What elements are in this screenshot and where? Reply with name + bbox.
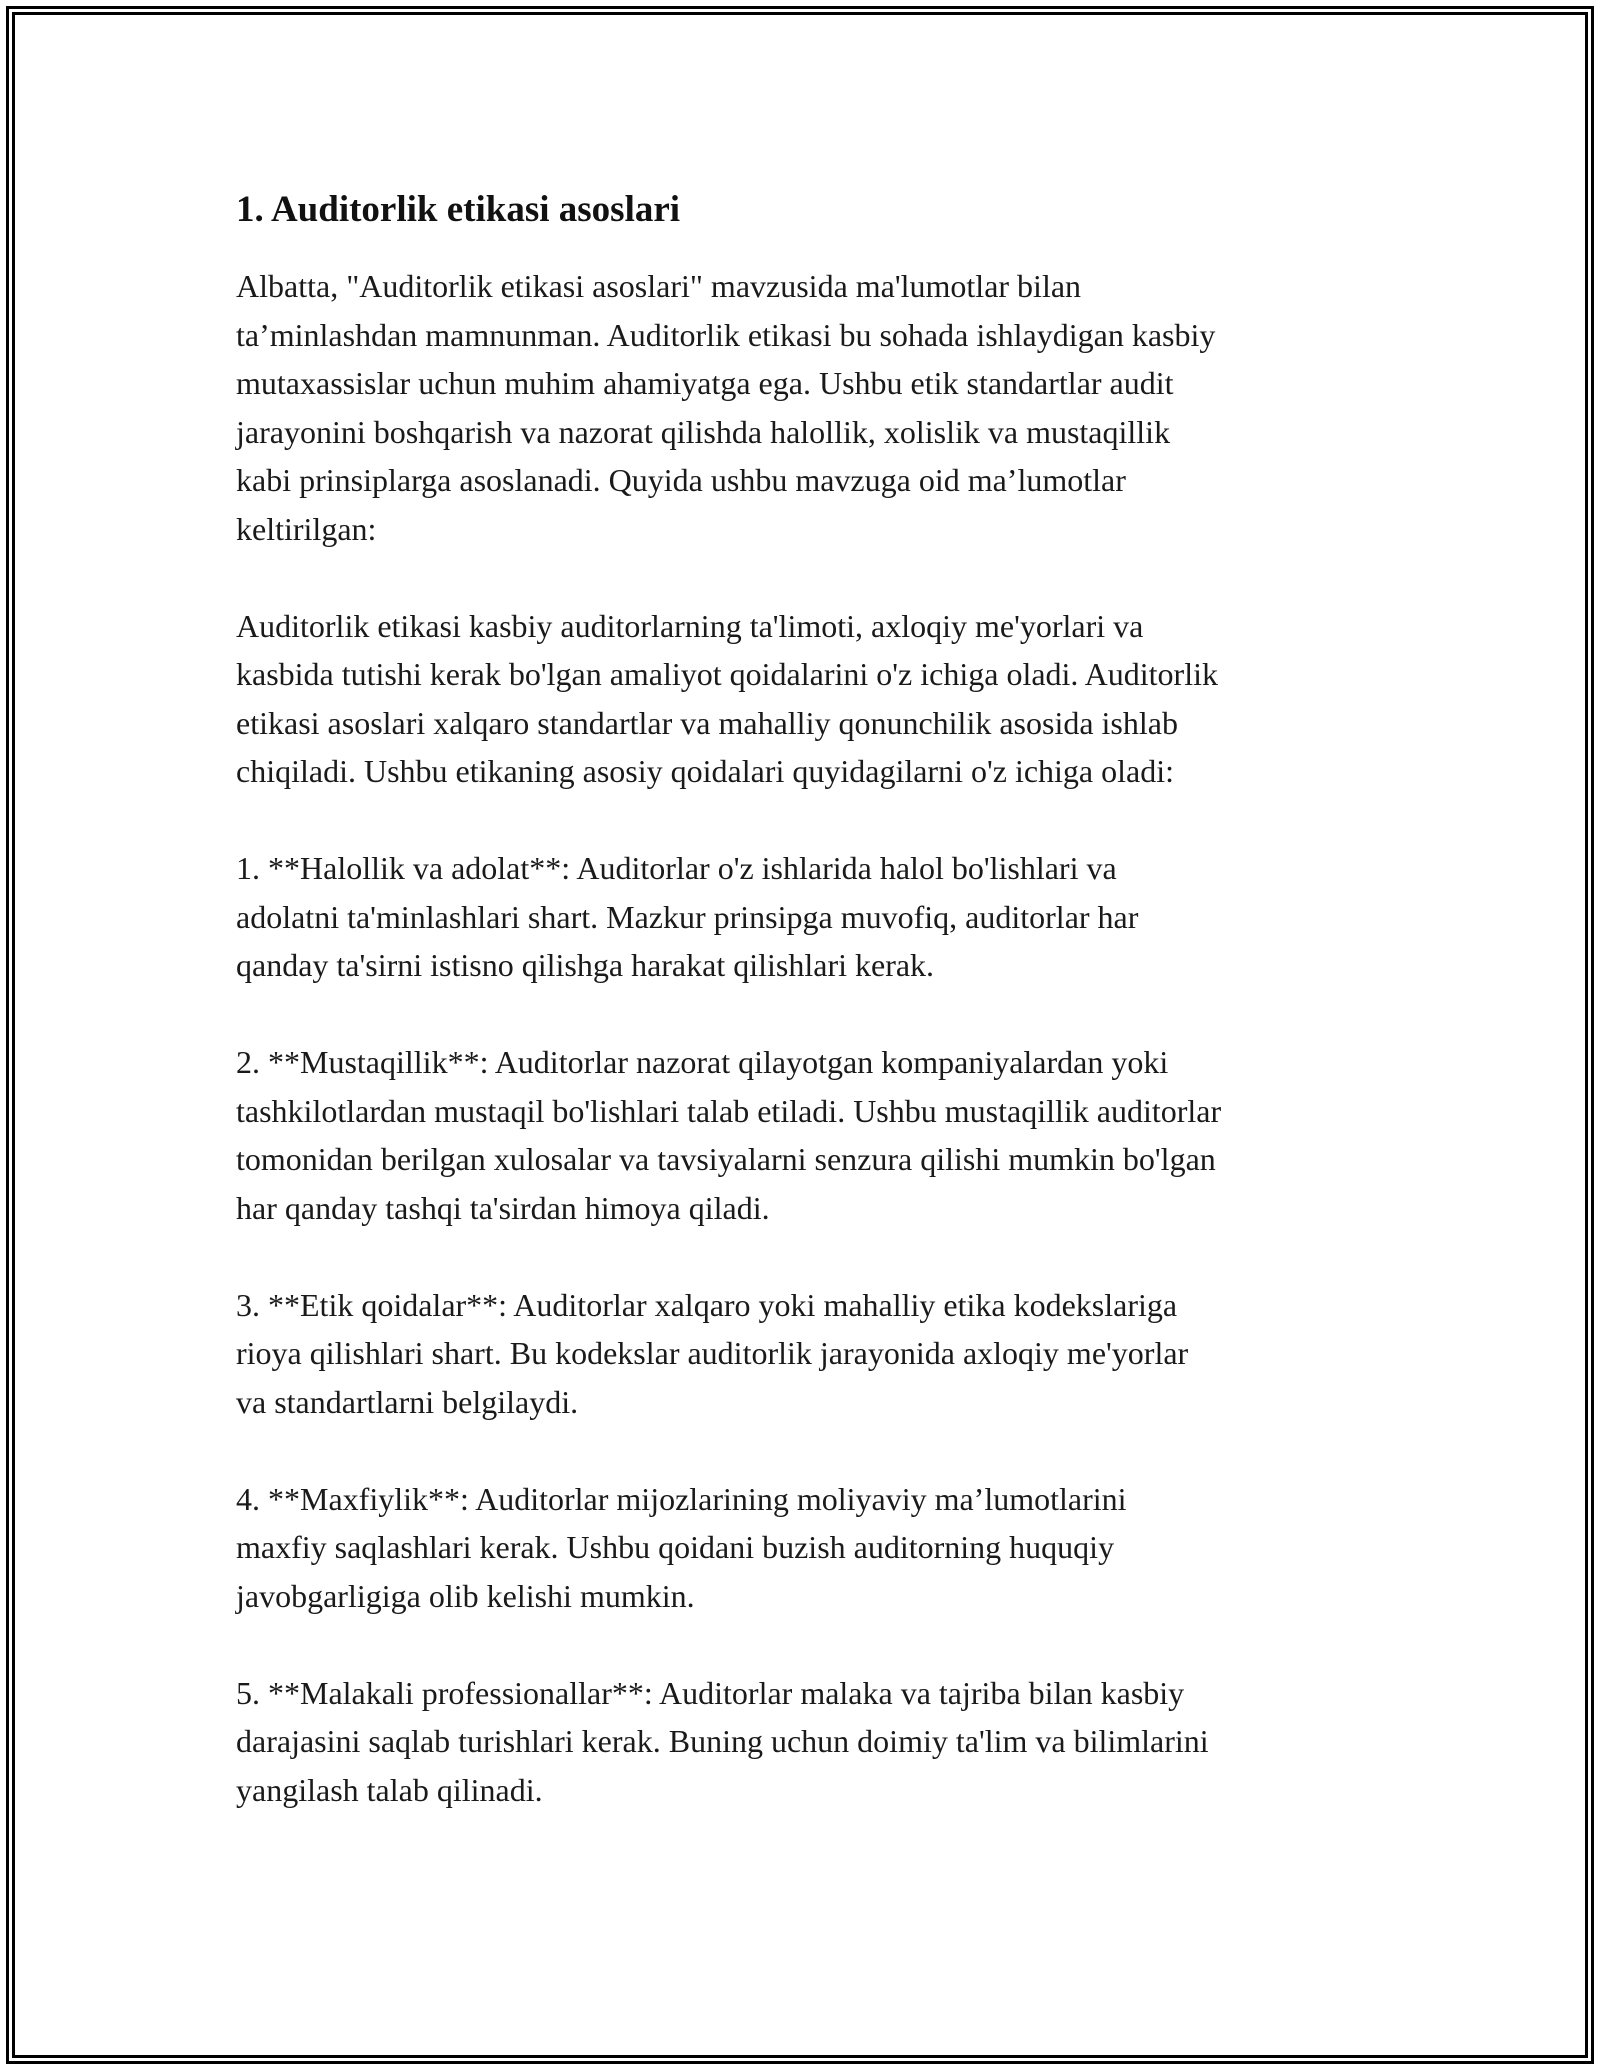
overview-paragraph: Auditorlik etikasi kasbiy auditorlarning ta'limoti, axloqiy me'yorlari va kasbida tutishi kerak bo'lgan amaliyot qoidalarini o'z ichiga oladi. Auditorlik etikasi asoslari xalqaro standartlar va mahalliy qonunchilik asosida ishlab chiqiladi. Ushbu etikaning asosiy qoidalari quyidagilarni o'z ichiga oladi: bbox=[236, 607, 1218, 789]
document-body bbox=[236, 186, 1376, 1863]
principle-item-independence: 2. **Mustaqillik**: Auditorlar nazorat qilayotgan kompaniyalardan yoki tashkilotlardan mustaqil bo'lishlari talab etiladi. Ushbu mustaqillik auditorlar tomonidan berilgan xulosalar va tavsiyalarni senzura qilishi mumkin bo'lgan har qanday tashqi ta'sirdan himoya qiladi. bbox=[236, 1044, 1222, 1226]
principle-item-honesty: 1. **Halollik va adolat**: Auditorlar o'z ishlarida halol bo'lishlari va adolatni ta'minlashlari shart. Mazkur prinsipga muvofiq, auditorlar har qanday ta'sirni istisno qilishga harakat qilishlari kerak. bbox=[236, 850, 1139, 983]
principle-item-professionals: 5. **Malakali professionallar**: Auditorlar malaka va tajriba bilan kasbiy darajasini saqlab turishlari kerak. Buning uchun doimiy ta'lim va bilimlarini yangilash talab qilinadi. bbox=[236, 1674, 1209, 1808]
principle-item-confidentiality: 4. **Maxfiylik**: Auditorlar mijozlarining moliyaviy ma’lumotlarini maxfiy saqlashlari kerak. Ushbu qoidani buzish auditorning huquqiy javobgarligiga olib kelishi mumkin. bbox=[236, 1480, 1127, 1614]
intro-paragraph: Albatta, "Auditorlik etikasi asoslari" mavzusida ma'lumotlar bilan ta’minlashdan mamnunman. Auditorlik etikasi bu sohada ishlaydigan kasbiy mutaxassislar uchun muhim ahamiyatga ega. Ushbu etik standartlar audit jarayonini boshqarish va nazorat qilishda halollik, xolislik va mustaqillik kabi prinsiplarga asoslanadi. Quyida ushbu mavzuga oid ma’lumotlar keltirilgan: bbox=[236, 268, 1216, 547]
document-title: 1. Auditorlik etikasi asoslari bbox=[236, 189, 681, 230]
principle-item-ethical-rules: 3. **Etik qoidalar**: Auditorlar xalqaro yoki mahalliy etika kodekslariga rioya qilishlari shart. Bu kodekslar auditorlik jarayonida axloqiy me'yorlar va standartlarni belgilaydi. bbox=[236, 1286, 1189, 1420]
